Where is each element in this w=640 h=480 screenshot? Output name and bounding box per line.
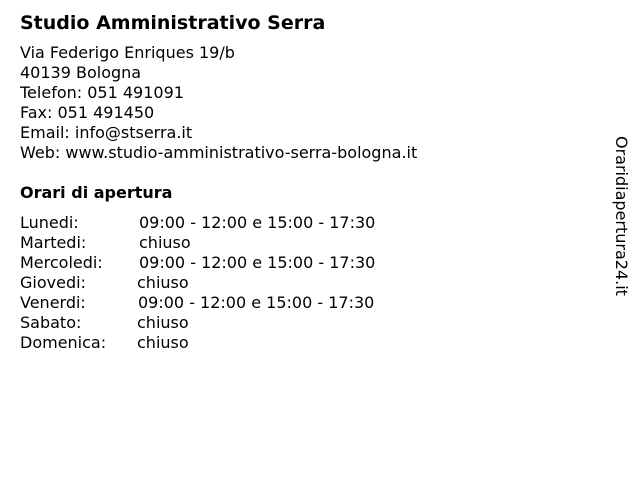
fax-line: Fax: 051 491450 [20, 103, 155, 122]
hours-value: 09:00 - 12:00 e 15:00 - 17:30 [139, 253, 376, 272]
website-line: Web: www.studio-amministrativo-serra-bologna.it [20, 143, 418, 162]
contact-block [20, 43, 417, 163]
hours-value: 09:00 - 12:00 e 15:00 - 17:30 [138, 293, 375, 312]
phone-line: Telefon: 051 491091 [20, 83, 184, 102]
day-label: Giovedi: [20, 273, 86, 292]
hours-value: chiuso [139, 233, 191, 252]
day-label: Lunedi: [20, 213, 79, 232]
day-label: Mercoledi: [20, 253, 103, 272]
opening-hours-heading: Orari di apertura [20, 183, 173, 202]
hours-value: chiuso [137, 333, 189, 352]
hours-value: chiuso [137, 273, 189, 292]
watermark-site-name: Oraridiapertura24.it [612, 136, 631, 296]
email-line: Email: info@stserra.it [20, 123, 193, 142]
day-label: Sabato: [20, 313, 82, 332]
hours-value: chiuso [137, 313, 189, 332]
address-line: Via Federigo Enriques 19/b [20, 43, 235, 62]
hours-value: 09:00 - 12:00 e 15:00 - 17:30 [139, 213, 376, 232]
day-label: Domenica: [20, 333, 107, 352]
city-line: 40139 Bologna [20, 63, 142, 82]
business-name-title: Studio Amministrativo Serra [20, 12, 326, 34]
day-label: Venerdi: [20, 293, 86, 312]
day-label: Martedi: [20, 233, 87, 252]
